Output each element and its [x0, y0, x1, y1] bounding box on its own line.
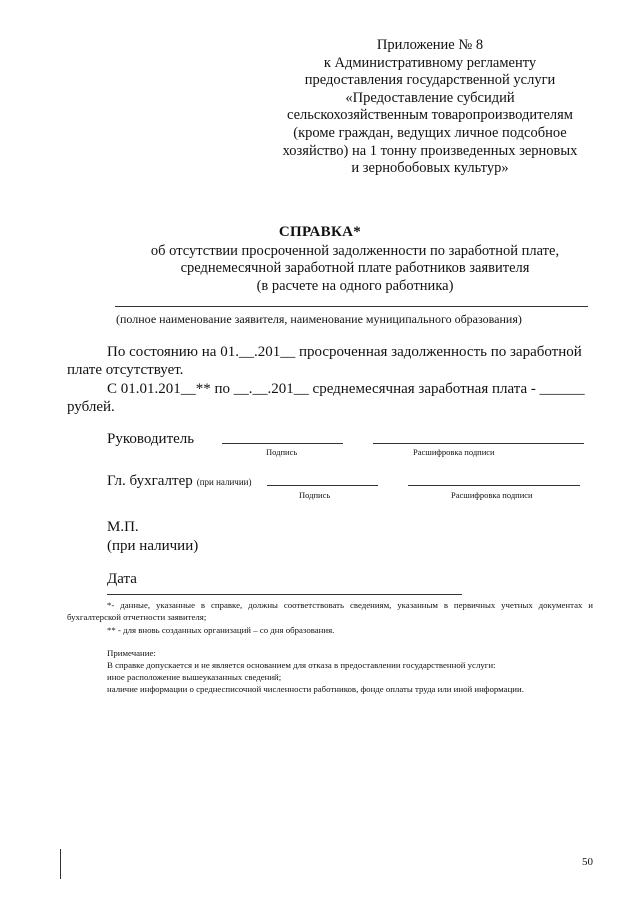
- applicant-name-field[interactable]: [115, 306, 588, 307]
- accountant-label-row: [107, 472, 251, 491]
- footnote-star: *- данные, указанные в справке, должны соответствовать сведениям, указанным в первичных учетных документах и бухгалтерской отчетности заявителя;: [67, 600, 593, 622]
- head-signature-caption: Подпись: [266, 447, 298, 457]
- stamp-note: (при наличии): [107, 538, 199, 554]
- margin-bar: [60, 849, 61, 879]
- header-line: предоставления государственной услуги: [304, 72, 556, 89]
- accountant-decode-caption: Расшифровка подписи: [451, 490, 533, 500]
- head-signature-field[interactable]: [222, 443, 343, 444]
- note-line-2: иное расположение вышеуказанных сведений;: [107, 672, 282, 682]
- accountant-decode-field[interactable]: [408, 485, 580, 486]
- header-line: Приложение № 8: [376, 37, 484, 53]
- document-title: СПРАВКА*: [278, 224, 362, 240]
- subtitle-line: (в расчете на одного работника): [256, 277, 454, 294]
- head-decode-field[interactable]: [373, 443, 584, 444]
- document-subtitle: [60, 243, 640, 295]
- header-line: (кроме граждан, ведущих личное подсобное: [293, 124, 567, 141]
- page-number: 50: [582, 856, 593, 868]
- subtitle-line: об отсутствии просроченной задолженности по заработной плате,: [150, 243, 560, 259]
- footnote-double-star: ** - для вновь созданных организаций – со дня образования.: [107, 625, 335, 635]
- head-decode-caption: Расшифровка подписи: [413, 447, 495, 457]
- note-line-1: В справке допускается и не является основанием для отказа в предоставлении государственной услуги:: [107, 660, 496, 670]
- accountant-signature-field[interactable]: [267, 485, 378, 486]
- statement-line-2: плате отсутствует.: [67, 362, 184, 378]
- accountant-note: (при наличии): [196, 477, 252, 487]
- header-line: и зернобобовых культур»: [351, 160, 509, 177]
- accountant-label: Гл. бухгалтер: [107, 473, 193, 489]
- statement-line-3: [107, 380, 593, 399]
- date-field[interactable]: [107, 594, 462, 595]
- applicant-caption: (полное наименование заявителя, наименование муниципального образования): [116, 312, 522, 326]
- header-line: сельскохозяйственным товаропроизводителям: [287, 107, 573, 124]
- statement-line-1: [107, 343, 593, 362]
- accountant-signature-caption: Подпись: [299, 490, 331, 500]
- appendix-header: [260, 37, 600, 178]
- note-line-3: наличие информации о среднесписочной численности работников, фонде оплаты труда или иной информации.: [107, 684, 524, 694]
- head-label: Руководитель: [107, 431, 195, 447]
- header-line: к Административному регламенту: [323, 54, 537, 71]
- statement-line-4: рублей.: [67, 399, 115, 415]
- header-line: «Предоставление субсидий: [345, 89, 515, 106]
- note-heading: Примечание:: [107, 648, 156, 658]
- header-line: хозяйство) на 1 тонну произведенных зерновых: [282, 142, 578, 159]
- stamp-label: М.П.: [107, 519, 139, 535]
- statement-text-1: По состоянию на 01.__.201__ просроченная задолженность по заработной: [107, 344, 582, 360]
- statement-text-3: С 01.01.201__** по __.__.201__ среднемесячная заработная плата - ______: [107, 381, 585, 397]
- date-label: Дата: [107, 571, 137, 587]
- subtitle-line: среднемесячной заработной плате работников заявителя: [180, 260, 530, 277]
